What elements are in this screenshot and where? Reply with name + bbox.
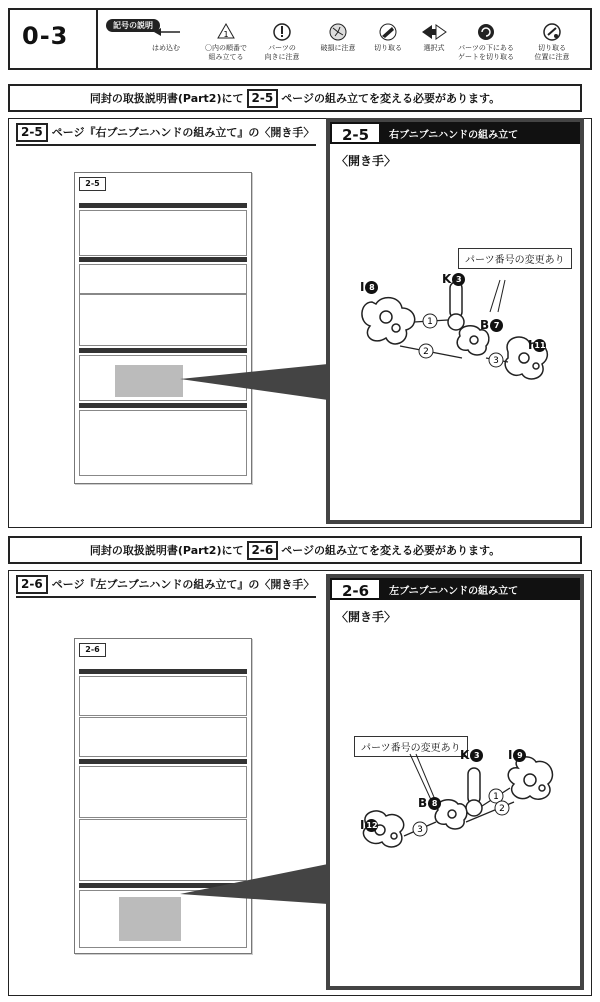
section-number: 0-3 (22, 22, 69, 50)
peg-part-k3 (448, 282, 464, 330)
part-number: 9 (513, 749, 526, 762)
numbered-circle-icon (196, 22, 256, 42)
thumb-frame (79, 210, 247, 256)
pointer-wedge-2 (170, 860, 330, 910)
part-letter: I (360, 280, 365, 294)
change-note-bar-2 (8, 536, 582, 564)
double-arrow-icon (404, 22, 464, 42)
part-letter: I (508, 748, 513, 762)
header-divider (96, 8, 98, 70)
thumb-bar (79, 203, 247, 208)
left-title-text-2: ページ『左ブニブニハンドの組み立て』の〈開き手〉 (51, 578, 315, 591)
detail-panel-inner-2 (330, 578, 580, 986)
legend-item-fit (136, 22, 196, 53)
thumb-frame (79, 294, 247, 346)
panel-title-2: 左ブニブニハンドの組み立て (389, 585, 519, 597)
detail-panel-1 (326, 118, 584, 524)
gate-icon (456, 22, 516, 42)
change-callout-2: パーツ番号の変更あり (354, 736, 468, 757)
panel-title-1: 右ブニブニハンドの組み立て (389, 129, 519, 141)
thumb-bar (79, 348, 247, 353)
legend-item-select (404, 22, 464, 53)
change-callout-1: パーツ番号の変更あり (458, 248, 572, 269)
legend-label: 記号の説明 (106, 19, 160, 32)
part-letter: I (528, 338, 533, 352)
part-letter: B (480, 318, 490, 332)
panel-number-2: 2-6 (330, 578, 381, 600)
part-number: 11 (534, 341, 546, 350)
legend-text-cut: 切り取る (374, 44, 402, 52)
part-number: 8 (428, 797, 441, 810)
step-label-3: 3 (493, 356, 499, 366)
panel-header-1 (330, 122, 580, 144)
note-prefix-1: 同封の取扱説明書(Part2)にて (89, 92, 244, 105)
legend-text-select: 選択式 (423, 44, 445, 52)
note-prefix-2: 同封の取扱説明書(Part2)にて (89, 544, 244, 557)
note-ref-2: 2-6 (247, 541, 279, 560)
part-label-i1 (508, 748, 526, 762)
legend-item-position (522, 22, 582, 62)
left-ref-1: 2-5 (16, 123, 48, 142)
arrow-left-icon (136, 22, 196, 42)
legend-text-gate: パーツの下にある ゲートを切り取る (458, 44, 514, 61)
note-suffix-1: ページの組み立てを変える必要があります。 (281, 92, 501, 105)
part-label-k (460, 748, 483, 762)
subheading-2: 〈開き手〉 (336, 610, 397, 624)
part-number: 8 (365, 281, 378, 294)
part-number: 3 (452, 273, 465, 286)
step-label-1: 1 (493, 792, 499, 802)
note-suffix-2: ページの組み立てを変える必要があります。 (281, 544, 501, 557)
palm-part-i8 (362, 298, 415, 344)
legend-text-direction: パーツの 向きに注意 (264, 44, 300, 61)
position-icon (522, 22, 582, 42)
legend-text-fit: はめ込む (152, 44, 180, 52)
left-title-2 (16, 572, 316, 598)
panel-number-1: 2-5 (330, 122, 381, 144)
legend-item-order (196, 22, 256, 62)
manual-page-thumbnail-1 (74, 172, 252, 484)
thumb-bar (79, 759, 247, 764)
part-number: 12 (366, 821, 378, 830)
left-title-text-1: ページ『右ブニブニハンドの組み立て』の〈開き手〉 (51, 126, 315, 139)
part-label-k (442, 272, 465, 286)
part-label-b (480, 318, 503, 332)
legend-text-order: 〇内の順番で 組み立てる (205, 44, 247, 61)
thumb-bar (79, 669, 247, 674)
thumb-frame (79, 410, 247, 476)
thumb-frame (79, 676, 247, 716)
left-ref-2: 2-6 (16, 575, 48, 594)
exclamation-icon (252, 22, 312, 42)
part-label-i2 (360, 818, 378, 832)
note-ref-1: 2-5 (247, 89, 279, 108)
palm-part-i9 (508, 757, 552, 799)
part-label-b (418, 796, 441, 810)
part-letter: B (418, 796, 428, 810)
legend-item-direction (252, 22, 312, 62)
thumbnail-label-2: 2-6 (79, 643, 106, 657)
part-letter: I (360, 818, 365, 832)
part-label-i2 (528, 338, 546, 352)
thumb-bar (79, 257, 247, 262)
detail-panel-2 (326, 574, 584, 990)
part-number: 3 (470, 749, 483, 762)
change-note-bar-1 (8, 84, 582, 112)
step-label-1: 1 (427, 317, 433, 327)
detail-panel-inner-1 (330, 122, 580, 520)
thumb-frame (79, 717, 247, 757)
part-number: 7 (490, 319, 503, 332)
svg-text:1: 1 (223, 30, 229, 39)
legend-item-gate (456, 22, 516, 62)
step-label-2: 2 (423, 347, 429, 357)
left-title-1 (16, 120, 316, 146)
subheading-1: 〈開き手〉 (336, 154, 397, 168)
panel-header-2 (330, 578, 580, 600)
part-label-i1 (360, 280, 378, 294)
thumbnail-label-1: 2-5 (79, 177, 106, 191)
legend-text-position: 切り取る 位置に注意 (534, 44, 570, 61)
part-letter: K (460, 748, 470, 762)
step-label-3: 3 (417, 825, 423, 835)
part-letter: K (442, 272, 452, 286)
pointer-wedge-1 (170, 360, 330, 410)
thumb-frame (79, 766, 247, 818)
peg-part-k3 (466, 768, 482, 816)
legend-text-breakage: 破損に注意 (320, 44, 356, 52)
step-label-2: 2 (499, 804, 505, 814)
thumb-frame (79, 264, 247, 294)
